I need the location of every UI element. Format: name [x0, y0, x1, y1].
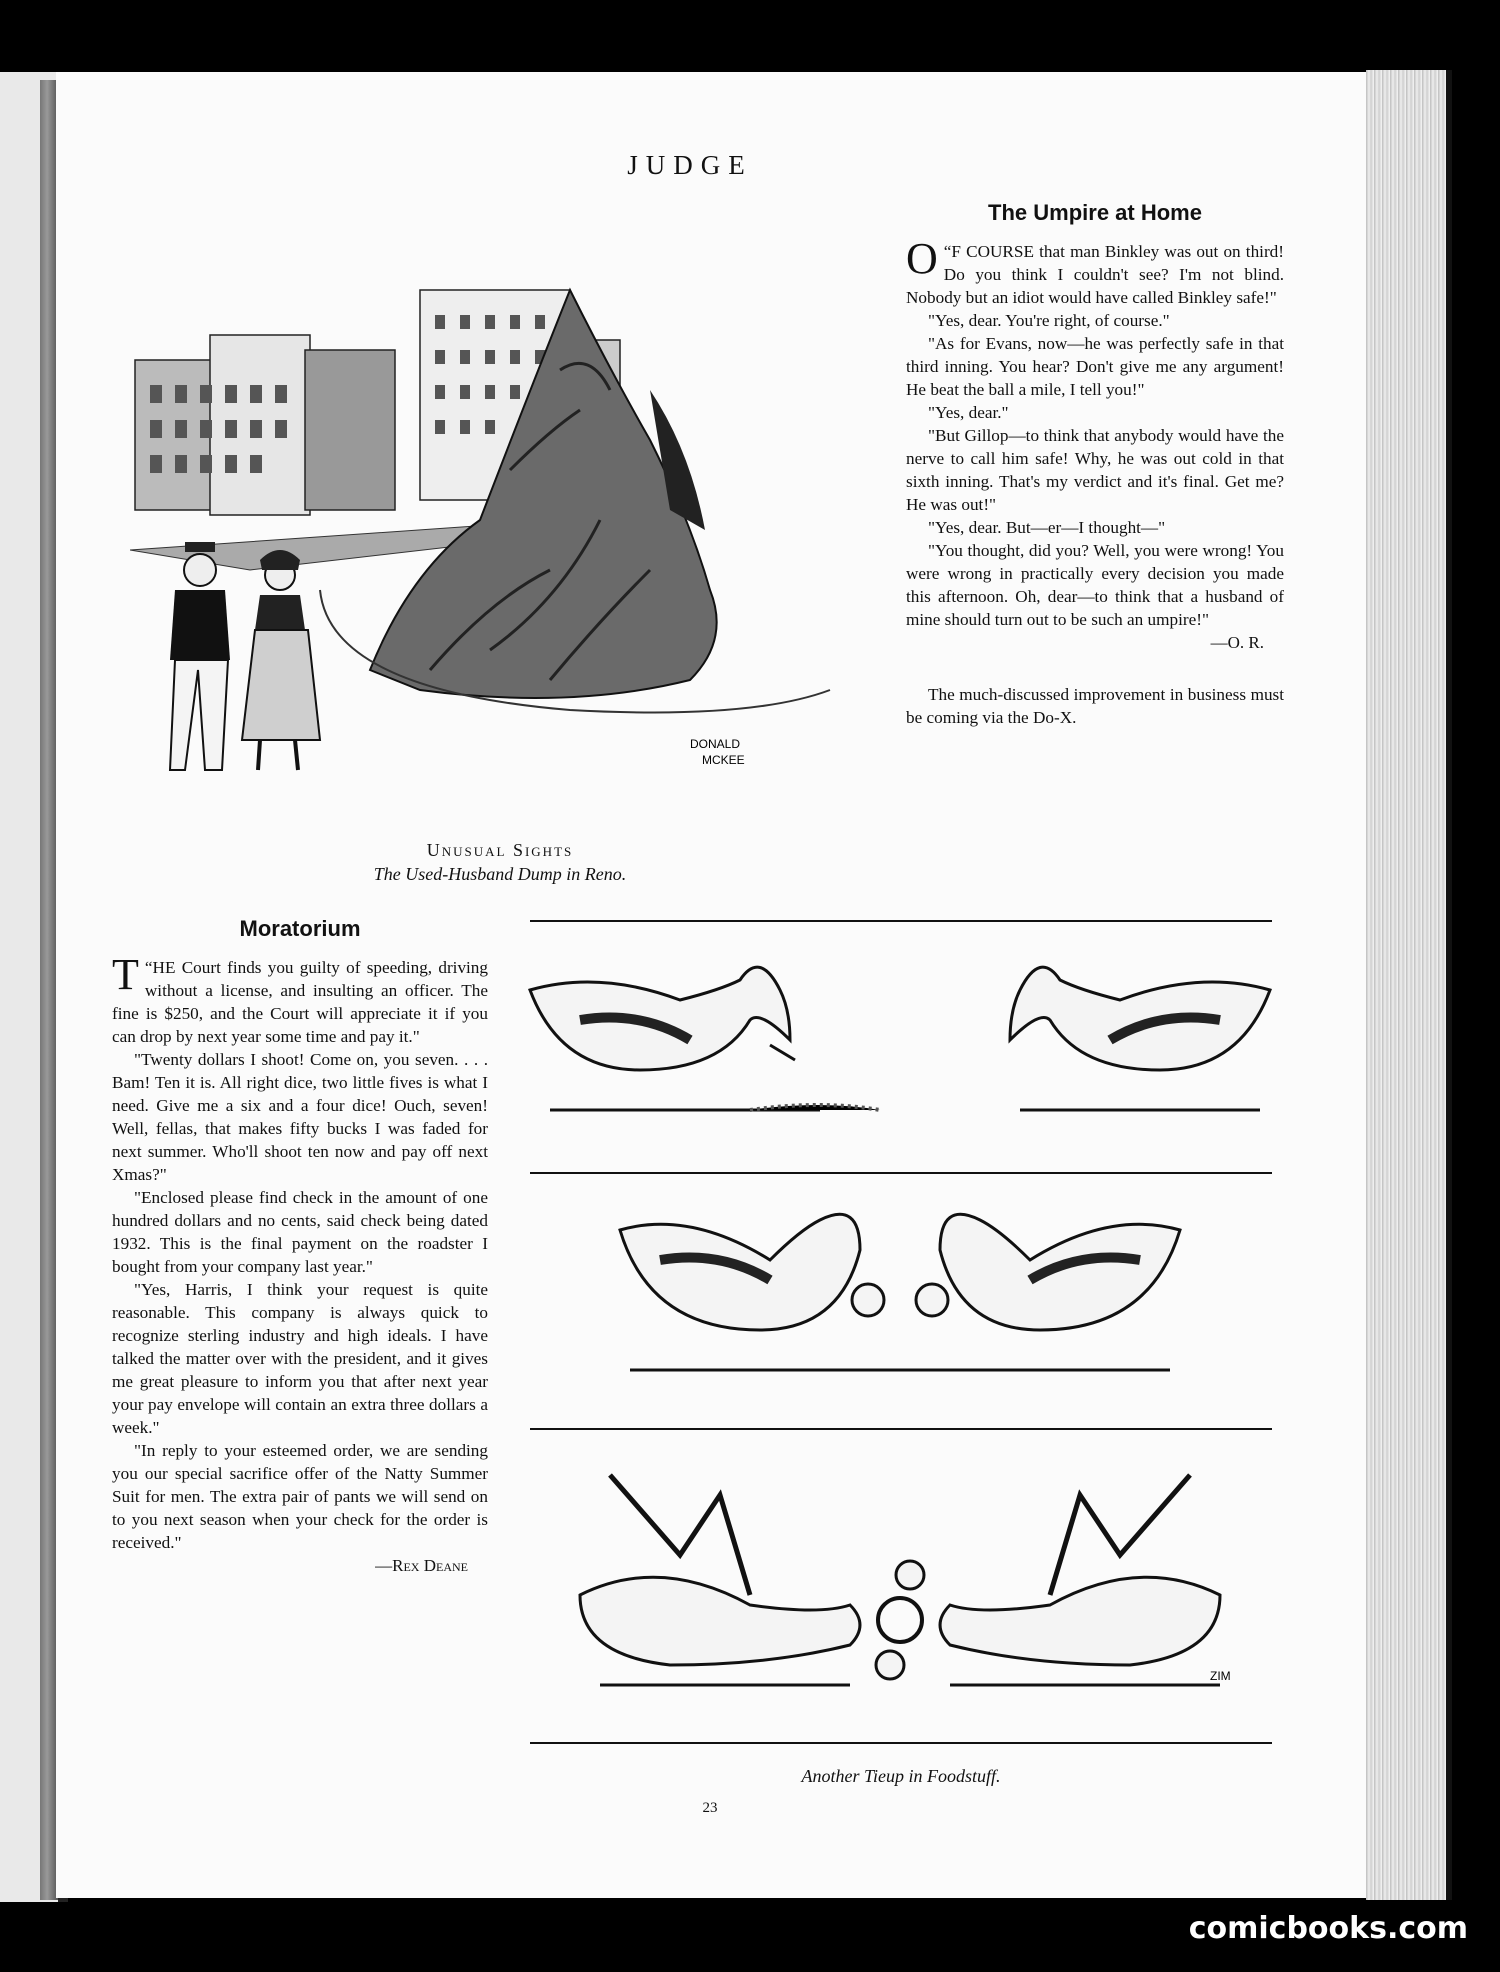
moratorium-paragraph: "Enclosed please find check in the amount of one hundred dollars and no cents, said check being dated 1932. This is the final payment on the roadster I bought from your company last year." — [112, 1188, 488, 1276]
umpire-paragraph: "Yes, dear." — [928, 403, 1009, 422]
umpire-paragraph: "As for Evans, now—he was perfectly safe in that third inning. You hear? Don't give me any argument! He beat the ball a mile, I tell you!" — [906, 334, 1284, 399]
moratorium-paragraph: "In reply to your esteemed order, we are sending you our special sacrifice offer of the Natty Summer Suit for men. The extra pair of pants we will send on to you next season when your check for the order is received." — [112, 1441, 488, 1552]
panel-rule — [530, 1428, 1272, 1430]
used-husband-dump-illustration — [130, 270, 880, 870]
umpire-dropcap: O — [906, 234, 938, 283]
artist-signature: ZIM — [1210, 1669, 1231, 1683]
moratorium-title: Moratorium — [239, 916, 361, 941]
umpire-paragraph: “ O F COURSE that man Binkley was out on third! Do you think I couldn't see? I'm not blind. Nobody but an idiot would have called Binkley safe!" — [906, 234, 1284, 307]
moratorium-signature: —Rex Deane — [375, 1556, 468, 1575]
umpire-signature: —O. R. — [1210, 633, 1264, 652]
geese-panel-3 — [520, 1455, 1280, 1705]
moratorium-paragraph: “ T HE Court finds you guilty of speeding, driving without a license, and insulting an officer. The fine is $250, and the Court will appreciate it if you can drop by next year some time and pay it." — [112, 950, 488, 1046]
umpire-paragraph: "Yes, dear. You're right, of course." — [928, 311, 1170, 330]
moratorium-article — [112, 916, 488, 1576]
woman-figure — [242, 550, 320, 770]
caption-title: Unusual Sights — [426, 840, 574, 860]
umpire-article — [906, 200, 1284, 729]
umpire-title: The Umpire at Home — [988, 200, 1202, 225]
geese-panel-2 — [520, 1200, 1280, 1380]
artist-signature: DONALD — [690, 737, 741, 751]
illustration-caption — [260, 838, 740, 886]
panel-rule — [530, 920, 1272, 922]
cartoon-caption: Another Tieup in Foodstuff. — [801, 1766, 1001, 1786]
moratorium-paragraph: "Yes, Harris, I think your request is quite reasonable. This company is always quick to recognize sterling industry and high ideals. I have talked the matter over with the president, and it gives me great pleasure to inform you that after next year your pay envelope will contain an extra three dollars a week." — [112, 1280, 488, 1437]
page-stack-edges — [1366, 70, 1452, 1900]
panel-rule — [530, 1742, 1272, 1744]
umpire-paragraph: "Yes, dear. But—er—I thought—" — [928, 518, 1166, 537]
man-figure — [170, 542, 230, 770]
moratorium-dropcap: T — [112, 950, 139, 999]
geese-panel-1 — [520, 950, 1280, 1130]
moratorium-body — [112, 950, 488, 1554]
umpire-paragraph: "But Gillop—to think that anybody would have the nerve to call him safe! Why, he was out cold in that sixth inning. That's my verdict and it's final. Get me? He was out!" — [906, 426, 1284, 514]
caption-subtitle: The Used-Husband Dump in Reno. — [373, 864, 627, 884]
masthead: JUDGE — [627, 150, 753, 180]
umpire-paragraph: "You thought, did you? Well, you were wrong! You were wrong in practically every decision you made this afternoon. Oh, dear—to think that a husband of mine should turn out to be such an umpire!" — [906, 541, 1284, 629]
artist-signature: MCKEE — [702, 753, 745, 767]
page-number: 23 — [702, 1800, 718, 1816]
moratorium-paragraph: "Twenty dollars I shoot! Come on, you seven. . . . Bam! Ten it is. All right dice, two little fives is what I need. Give me a six and a four dice! Ouch, seven! Well, fellas, that makes fifty bucks I was faded for next summer. Who'll shoot ten now and pay off next Xmas?" — [112, 1050, 488, 1184]
panel-rule — [530, 1172, 1272, 1174]
site-watermark: comicbooks.com — [1188, 1911, 1468, 1946]
umpire-body — [906, 234, 1284, 631]
do-x-quip: The much-discussed improvement in business must be coming via the Do-X. — [906, 685, 1284, 727]
